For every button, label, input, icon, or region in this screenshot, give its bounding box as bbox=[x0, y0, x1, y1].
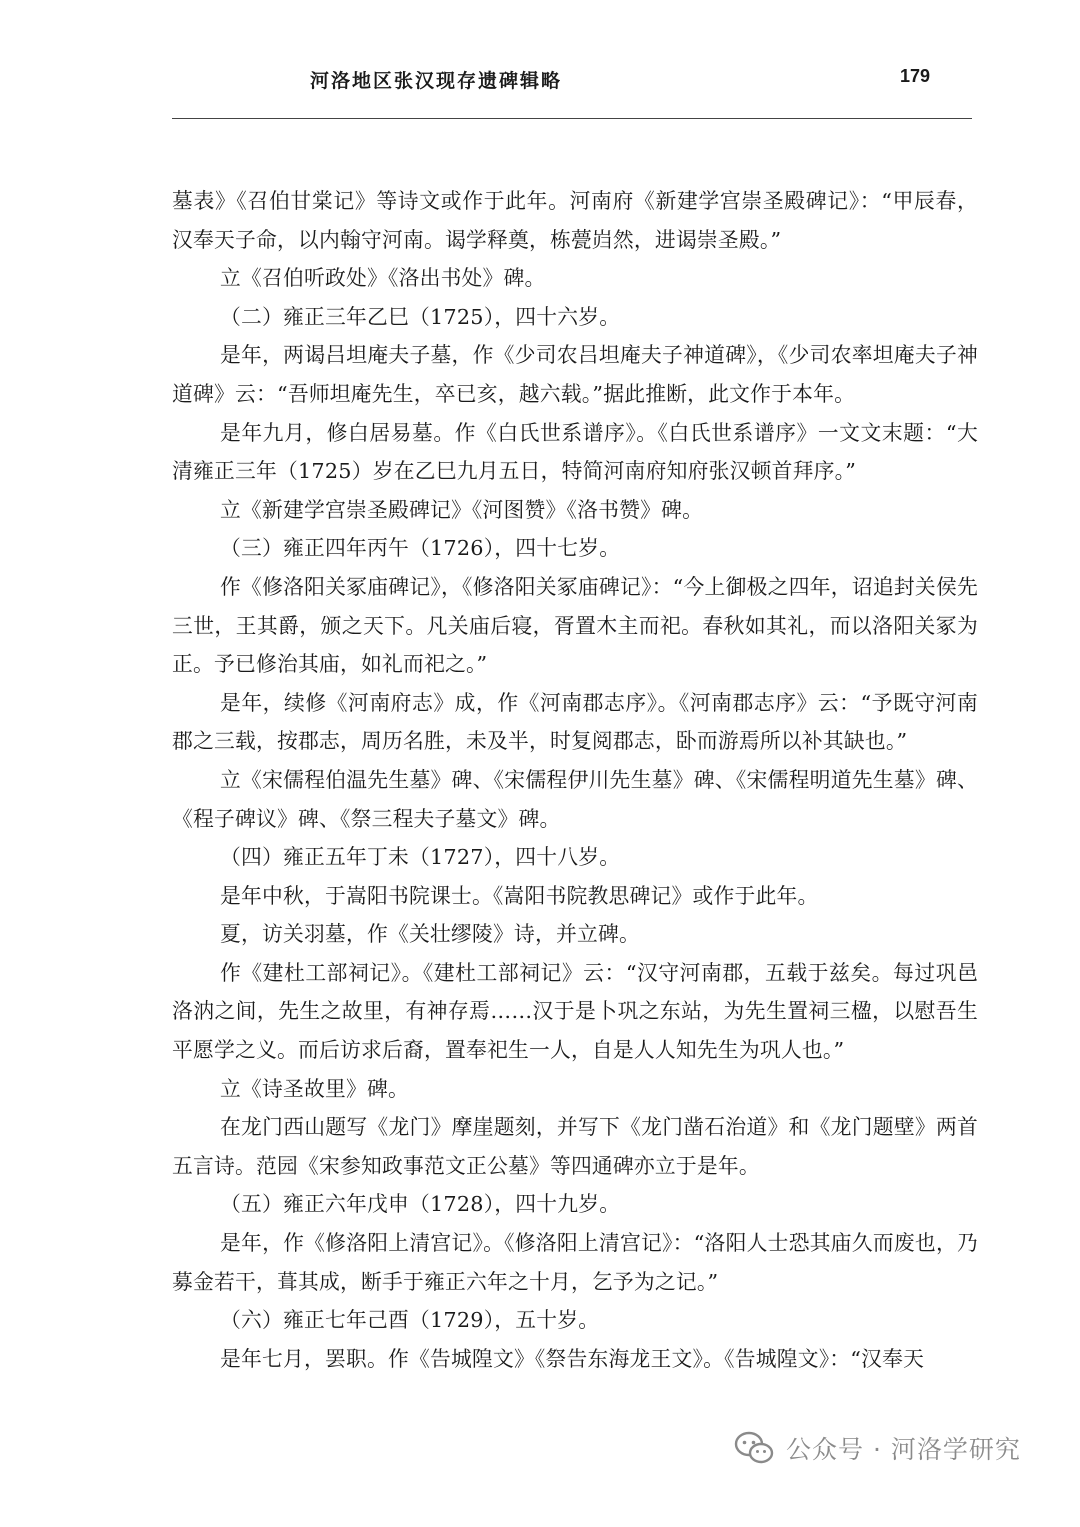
page-header bbox=[172, 60, 972, 120]
paragraph: 夏，访关羽墓，作《关壮缪陵》诗，并立碑。 bbox=[220, 922, 640, 947]
paragraph: 立《召伯听政处》《洛出书处》碑。 bbox=[220, 266, 546, 291]
section-heading: （四）雍正五年丁未（1727），四十八岁。 bbox=[220, 845, 621, 870]
page-number: 179 bbox=[900, 66, 931, 86]
watermark-text: 公众号 · 河洛学研究 bbox=[786, 1435, 1021, 1464]
paragraph: 立《宋儒程伯温先生墓》碑、《宋儒程伊川先生墓》碑、《宋儒程明道先生墓》碑、《程子碑议》碑、《祭三程夫子墓文》碑。 bbox=[172, 767, 978, 831]
paragraph: 作《修洛阳关冢庙碑记》，《修洛阳关冢庙碑记》：“今上御极之四年，诏追封关侯先三世，王其爵，颁之天下。凡关庙后寝，胥置木主而祀。春秋如其礼，而以洛阳关冢为正。予已修治其庙，如礼而祀之。” bbox=[172, 574, 978, 677]
paragraph: 墓表》《召伯甘棠记》等诗文或作于此年。河南府《新建学宫崇圣殿碑记》：“甲辰春，汉奉天子命，以内翰守河南。谒学释奠，栋甍岿然，进谒崇圣殿。” bbox=[172, 189, 978, 252]
section-heading: （三）雍正四年丙午（1726），四十七岁。 bbox=[220, 536, 621, 561]
paragraph: 是年七月，罢职。作《告城隍文》《祭告东海龙王文》。《告城隍文》：“汉奉天 bbox=[220, 1346, 925, 1371]
paragraph: 是年九月，修白居易墓。作《白氏世系谱序》。《白氏世系谱序》一文文末题：“大清雍正三年（1725）岁在乙巳九月五日，特简河南府知府张汉顿首拜序。” bbox=[172, 420, 978, 484]
paragraph: 是年，续修《河南府志》成，作《河南郡志序》。《河南郡志序》云：“予既守河南郡之三载，按郡志，周历名胜，未及半，时复阅郡志，卧而游焉所以补其缺也。” bbox=[172, 690, 978, 754]
wechat-watermark bbox=[734, 1428, 1021, 1468]
paragraph: 立《新建学宫崇圣殿碑记》《河图赞》《洛书赞》碑。 bbox=[220, 497, 704, 522]
paragraph: 立《诗圣故里》碑。 bbox=[220, 1076, 409, 1101]
section-heading: （五）雍正六年戊申（1728），四十九岁。 bbox=[220, 1192, 621, 1217]
section-heading: （六）雍正七年己酉（1729），五十岁。 bbox=[220, 1308, 600, 1333]
running-title: 河洛地区张汉现存遗碑辑略 bbox=[310, 70, 563, 92]
paragraph: 是年中秋，于嵩阳书院课士。《嵩阳书院教思碑记》或作于此年。 bbox=[220, 883, 819, 908]
section-heading: （二）雍正三年乙巳（1725），四十六岁。 bbox=[220, 304, 621, 329]
header-rule bbox=[172, 118, 972, 119]
paragraph: 是年，作《修洛阳上清宫记》。《修洛阳上清宫记》：“洛阳人士恐其庙久而废也，乃募金若干，葺其成，断手于雍正六年之十月，乞予为之记。” bbox=[172, 1231, 978, 1294]
wechat-icon bbox=[734, 1431, 774, 1465]
paragraph: 作《建杜工部祠记》。《建杜工部祠记》云：“汉守河南郡，五载于兹矣。每过巩邑洛汭之间，先生之故里，有神存焉……汉于是卜巩之东站，为先生置祠三楹，以慰吾生平愿学之义。而后访求后裔，置奉祀生一人，自是人人知先生为巩人也。” bbox=[172, 960, 978, 1063]
paragraph: 是年，两谒吕坦庵夫子墓，作《少司农吕坦庵夫子神道碑》，《少司农率坦庵夫子神道碑》云：“吾师坦庵先生，卒已亥，越六载。”据此推断，此文作于本年。 bbox=[172, 343, 978, 406]
body-text bbox=[172, 182, 978, 1378]
paragraph: 在龙门西山题写《龙门》摩崖题刻，并写下《龙门凿石治道》和《龙门题壁》两首五言诗。范园《宋参知政事范文正公墓》等四通碑亦立于是年。 bbox=[172, 1115, 978, 1178]
